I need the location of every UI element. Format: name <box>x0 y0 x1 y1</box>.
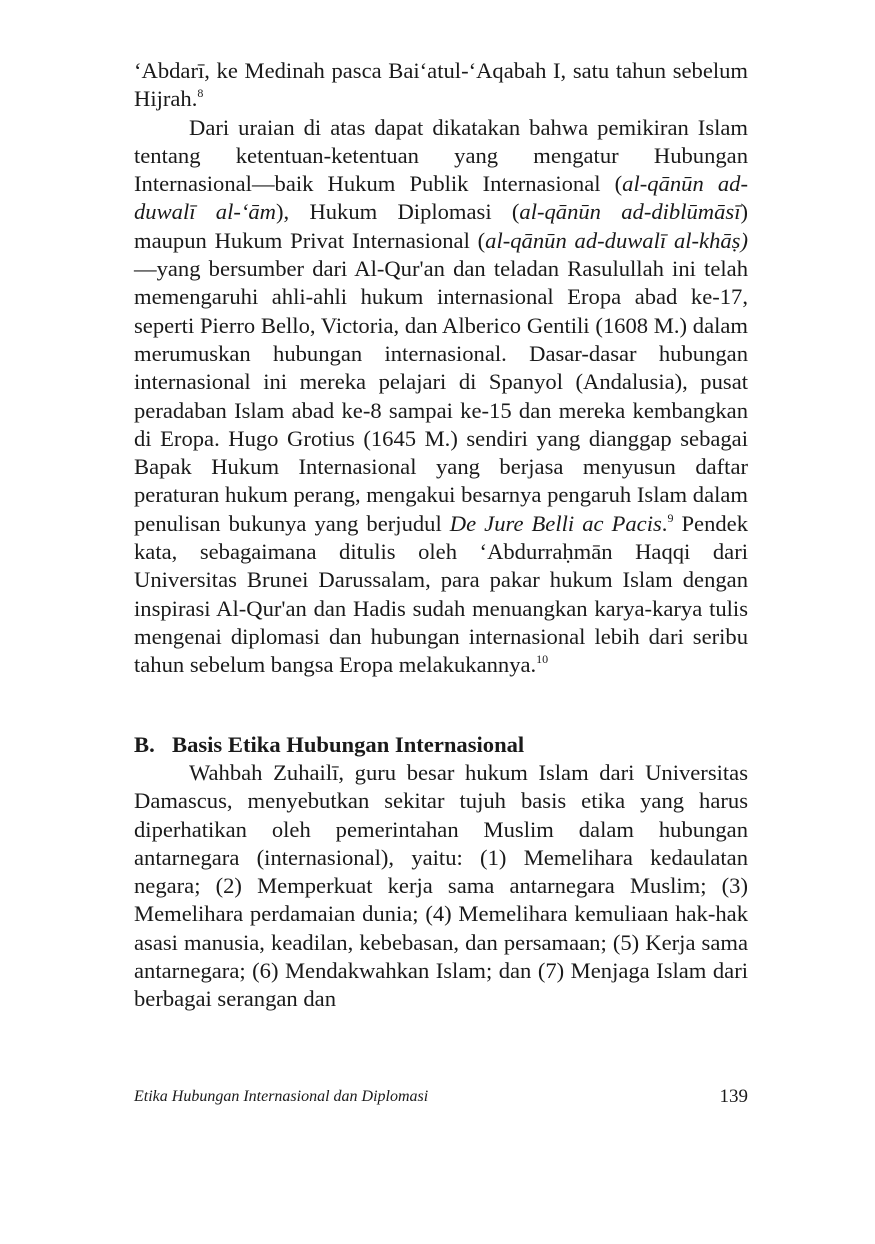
section-number: B. <box>134 732 155 757</box>
section-heading <box>134 731 748 759</box>
paragraph-wahbah: Wahbah Zuhailī, guru besar hukum Islam dari Universitas Damascus, menyebutkan sekitar tujuh basis etika yang harus diperhatikan oleh pemerintahan Muslim dalam hubungan antarnegara (internasional), yaitu: (1) Memelihara kedaulatan negara; (2) Memperkuat kerja sama antarnegara Muslim; (3) Memelihara perdamaian dunia; (4) Memelihara kemuliaan hak-hak asasi manusia, keadilan, kebebasan, dan persamaan; (5) Kerja sama antarnegara; (6) Mendakwahkan Islam; dan (7) Menjaga Islam dari berbagai serangan dan <box>134 760 748 1012</box>
paragraph-text: ), Hukum Diplomasi ( <box>276 199 520 225</box>
paragraph-text: Pendek kata, sebagaimana ditulis oleh ‘Abdurraḥmān Haqqi dari Universitas Brunei Darussalam, para pakar hukum Islam dengan inspirasi Al-Qur'an dan Hadis sudah menuangkan karya-karya tulis mengenai diplomasi dan hubungan internasional lebih dari seribu tahun sebelum bangsa Eropa melakukannya. <box>134 510 748 678</box>
paragraph-text: —yang bersumber dari Al-Qur'an dan teladan Rasulullah ini telah memengaruhi ahli-ahli hukum internasional Eropa abad ke-17, seperti Pierro Bello, Victoria, dan Alberico Gentili (1608 M.) dalam merumuskan hubungan internasional. Dasar-dasar hubungan internasional ini mereka pelajari di Spanyol (Andalusia), pusat peradaban Islam abad ke-8 sampai ke-15 dan mereka kembangkan di Eropa. Hugo Grotius (1645 M.) sendiri yang dianggap sebagai Bapak Hukum Internasional yang berjasa menyusun daftar peraturan hukum perang, mengakui besarnya pengaruh Islam dalam penulisan bukunya yang berjudul <box>134 256 748 536</box>
paragraph-uraian <box>134 114 748 680</box>
italic-term: al-qānūn ad-diblūmāsī <box>519 199 741 225</box>
body-text-top <box>134 57 748 680</box>
footnote-ref-9: 9 <box>667 510 674 525</box>
page-number: 139 <box>719 1086 748 1107</box>
paragraph-text: ) maupun Hukum Privat Internasional ( <box>134 199 749 253</box>
footnote-ref-10: 10 <box>536 652 549 667</box>
running-footer-title: Etika Hubungan Internasional dan Diplomasi <box>134 1088 429 1105</box>
body-text-bottom <box>134 759 748 1014</box>
page-footer <box>134 1085 748 1109</box>
section-title: Basis Etika Hubungan Internasional <box>172 732 525 757</box>
italic-term: al-qānūn ad-duwalī al-khāṣ) <box>485 227 748 253</box>
italic-term: al-qānūn ad-duwalī al-‘ām <box>134 171 748 225</box>
footnote-ref-8: 8 <box>197 86 204 101</box>
paragraph-text: Dari uraian di atas dapat dikatakan bahwa pemikiran Islam tentang ketentuan-ketentuan yang mengatur Hubungan Internasional—baik Hukum Publik Internasional ( <box>134 114 748 197</box>
paragraph-continuation <box>134 57 748 114</box>
paragraph-text: . <box>661 510 668 536</box>
book-title: De Jure Belli ac Pacis <box>449 510 662 536</box>
paragraph-text: ‘Abdarī, ke Medinah pasca Bai‘atul-‘Aqabah I, satu tahun sebelum Hijrah. <box>134 58 748 112</box>
